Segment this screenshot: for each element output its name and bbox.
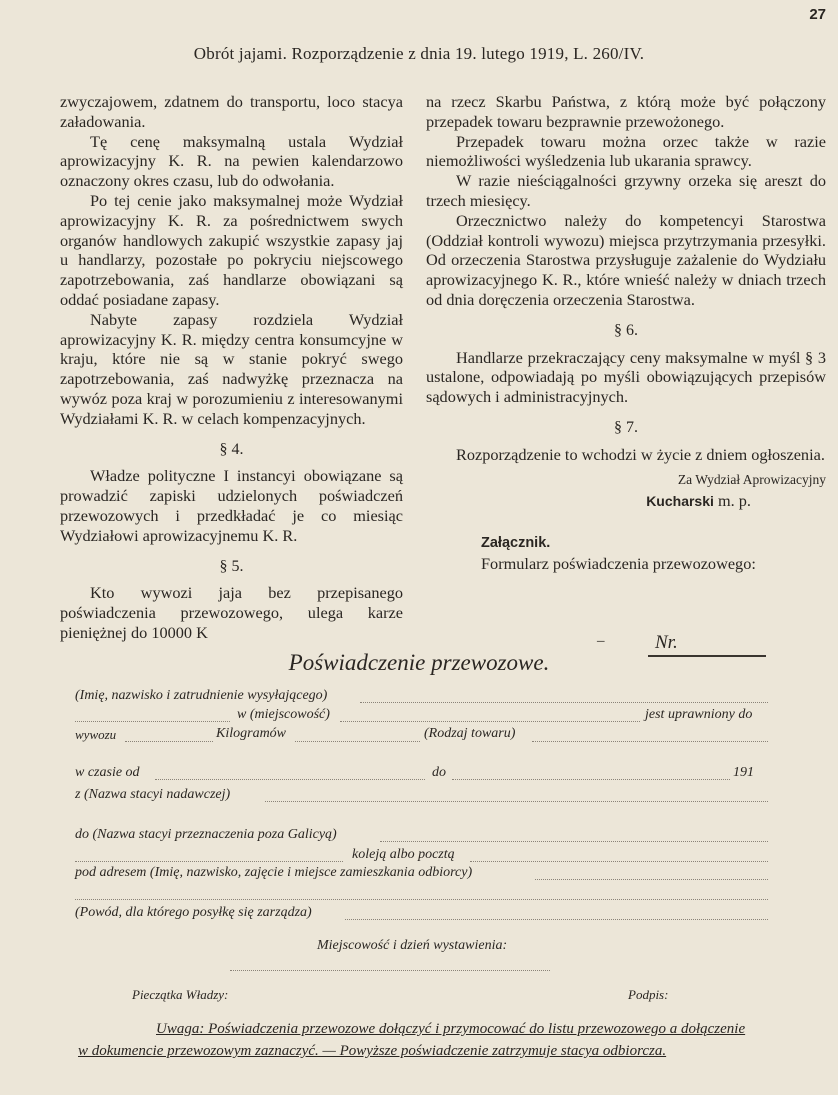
section-heading: § 7. [614, 418, 638, 436]
fill-line [230, 970, 550, 971]
signature-label: Podpis: [628, 987, 669, 1002]
fill-line [125, 741, 213, 742]
form-label: do [432, 765, 446, 780]
paragraph: Rozporządzenie to wchodzi w życie z dniem ogłoszenia. [456, 444, 825, 464]
form-label: w czasie od [75, 765, 140, 780]
signer-suffix: m. p. [717, 491, 751, 511]
form-label: (Rodzaj towaru) [424, 726, 516, 741]
paragraph: zwyczajowem, zdatnem do transportu, loco stacya załadowania. [60, 92, 403, 131]
fill-line [75, 899, 768, 900]
form-label: z (Nazwa stacyi nadawczej) [75, 787, 231, 802]
form-intro: Formularz poświadczenia przewozowego: [481, 553, 756, 573]
signature-authority: Za Wydział Aprowizacyjny [677, 471, 826, 487]
right-column [426, 92, 826, 574]
paragraph: Orzecznictwo należy do kompetencyi Starostwa (Oddział kontroli wywozu) miejsca przytrzymania przesyłki. Od orzeczenia Starostwa przysługuje zażalenie do Wydziału aprowizacyjnego K. R., które wnieść należy w dniach trzech od dnia doręczenia orzeczenia Starostwa. [426, 210, 826, 309]
fill-line [380, 841, 768, 842]
fill-line [360, 702, 768, 703]
dash: – [597, 633, 605, 649]
fill-line [470, 861, 768, 862]
form-label: Miejscowość i dzień wystawienia: [317, 938, 508, 953]
form-label: pod adresem (Imię, nazwisko, zajęcie i miejsce zamieszkania odbiorcy) [75, 865, 473, 880]
paragraph: W razie nieściągalności grzywny orzeka się areszt do trzech miesięcy. [426, 171, 826, 210]
form-label: koleją albo pocztą [352, 847, 455, 862]
signer-name: Kucharski [646, 493, 714, 510]
paragraph: Handlarze przekraczający ceny maksymalne w myśl § 3 ustalone, odpowiadają po myśli obowiązujących przepisów sądowych i administracyjnych. [426, 347, 826, 407]
stamp-label: Pieczątka Władzy: [132, 987, 229, 1002]
running-header: Obrót jajami. Rozporządzenie z dnia 19. lutego 1919, L. 260/IV. [193, 44, 645, 63]
form-label: jest uprawniony do [645, 707, 753, 722]
form-label: w (miejscowość) [237, 707, 330, 722]
left-column [60, 92, 403, 643]
section-heading: § 5. [219, 557, 244, 575]
fill-line [75, 721, 230, 722]
section-heading: § 6. [614, 321, 638, 339]
attachment-heading: Załącznik. [481, 535, 551, 552]
form-label: do (Nazwa stacyi przeznaczenia poza Galicyą) [75, 827, 337, 842]
fill-line [155, 779, 425, 780]
paragraph: na rzecz Skarbu Państwa, z którą może być połączony przepadek towaru bezprawnie przewożonego. [426, 92, 826, 131]
fill-line [452, 779, 730, 780]
note-line: Uwaga: Poświadczenia przewozowe dołączyć i przymocować do listu przewozowego a dołączenie [156, 1021, 746, 1037]
fill-line [535, 879, 768, 880]
note-line: w dokumencie przewozowym zaznaczyć. — Powyższe poświadczenie zatrzymuje stacya odbiorcza. [78, 1043, 667, 1059]
fill-line [295, 741, 420, 742]
form-note [78, 1018, 768, 1062]
form-number-label: Nr. [655, 632, 678, 653]
form-label: 191 [733, 765, 754, 780]
paragraph: Nabyte zapasy rozdziela Wydział aprowizacyjny K. R. między centra konsumcyjne w kraju, które nie są w stanie pokryć swego zapotrzebowania, zaś nadwyżkę przeznacza na wywóz poza kraj w porozumieniu z interesowanymi Wydziałami K. R. w celach kompenzacyjnych. [60, 309, 403, 428]
paragraph: Tę cenę maksymalną ustala Wydział aprowizacyjny K. R. na pewien kalendarzowo oznaczony okres czasu, lub do odwołania. [60, 131, 403, 191]
form-label: (Powód, dla którego posyłkę się zarządza) [75, 905, 312, 920]
signature-block [426, 491, 826, 512]
fill-line [340, 721, 640, 722]
form-label: Kilogramów [216, 726, 287, 741]
form-label: (Imię, nazwisko i zatrudnienie wysyłającego) [75, 688, 328, 703]
fill-line [345, 919, 768, 920]
page-number: 27 [809, 6, 826, 23]
paragraph: Władze polityczne I instancyi obowiązane są prowadzić zapiski udzielonych poświadczeń przewozowych i przedkładać je co miesiąc Wydziałowi aprowizacyjnemu K. R. [60, 466, 403, 545]
section-heading: § 4. [219, 440, 244, 458]
form-label: wywozu [75, 727, 117, 742]
paragraph: Przepadek towaru można orzec także w razie niemożliwości wyśledzenia lub ukarania sprawcy. [426, 131, 826, 171]
fill-line [75, 861, 343, 862]
form-title: Poświadczenie przewozowe. [288, 650, 550, 675]
paragraph: Kto wywozi jaja bez przepisanego poświadczenia przewozowego, ulega karze pieniężnej do 10000 K [60, 583, 403, 642]
fill-line [532, 741, 768, 742]
paragraph: Po tej cenie jako maksymalnej może Wydział aprowizacyjny K. R. za pośrednictwem swych organów handlowych zakupić wszystkie zapasy jaj u handlarzy, pozostałe po pokryciu niejscowego zapotrzebowania, zaś handlarze obowiązani są oddać posiadane zapasy. [60, 190, 403, 309]
fill-line [265, 801, 768, 802]
